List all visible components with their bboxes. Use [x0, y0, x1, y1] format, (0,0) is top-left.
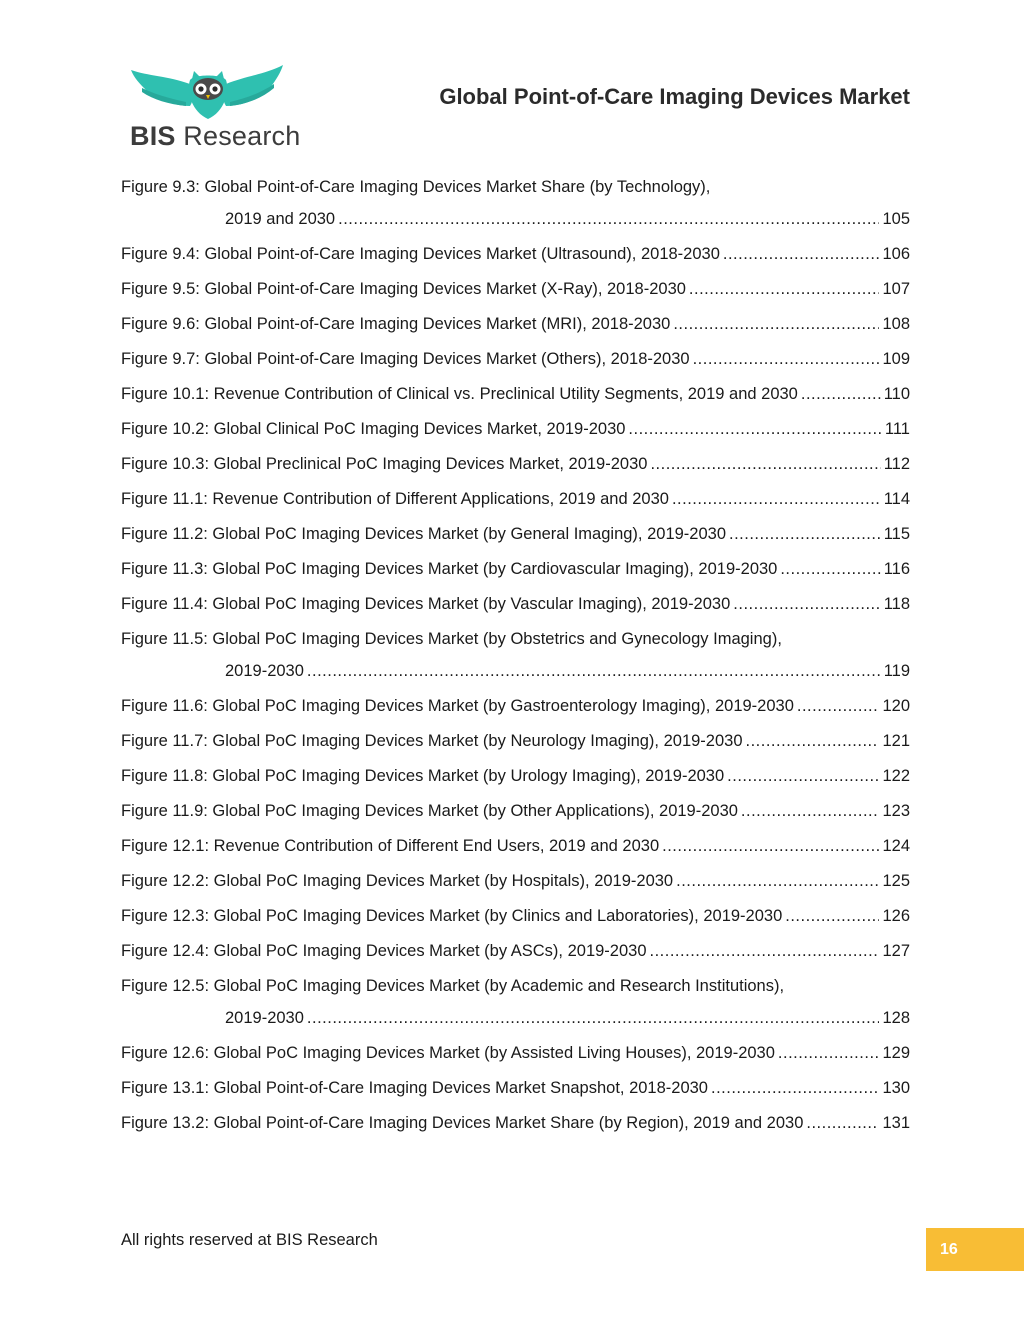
toc-page-number: 119	[883, 662, 910, 680]
toc-entry-title: Figure 9.6: Global Point-of-Care Imaging Devices Market (MRI), 2018-2030	[121, 315, 671, 333]
toc-entry-title: Figure 11.5: Global PoC Imaging Devices Market (by Obstetrics and Gynecology Imaging),	[121, 630, 782, 648]
toc-leader-dots	[307, 660, 881, 682]
toc-leader-dots	[729, 523, 881, 545]
toc-entry-title: Figure 11.4: Global PoC Imaging Devices Market (by Vascular Imaging), 2019-2030	[121, 595, 731, 613]
toc-entry-title: Figure 10.3: Global Preclinical PoC Imaging Devices Market, 2019-2030	[121, 455, 648, 473]
toc-entry-title: Figure 12.5: Global PoC Imaging Devices Market (by Academic and Research Institutions),	[121, 977, 785, 995]
toc-entry[interactable]	[121, 905, 910, 927]
toc-entry-title: Figure 12.1: Revenue Contribution of Different End Users, 2019 and 2030	[121, 837, 660, 855]
logo-wordmark: BIS Research	[130, 121, 301, 151]
toc-entry[interactable]	[121, 593, 910, 615]
toc-leader-dots	[338, 208, 879, 230]
toc-entry-title: Figure 11.7: Global PoC Imaging Devices Market (by Neurology Imaging), 2019-2030	[121, 732, 743, 750]
toc-entry-title: Figure 11.1: Revenue Contribution of Different Applications, 2019 and 2030	[121, 490, 669, 508]
toc-entry[interactable]	[121, 940, 910, 962]
toc-leader-dots	[785, 905, 879, 927]
toc-leader-dots	[778, 1042, 880, 1064]
toc-entry[interactable]	[121, 176, 910, 230]
toc-entry-title: Figure 11.3: Global PoC Imaging Devices Market (by Cardiovascular Imaging), 2019-2030	[121, 560, 778, 578]
toc-leader-dots	[672, 488, 881, 510]
toc-entry-title: Figure 13.2: Global Point-of-Care Imaging Devices Market Share (by Region), 2019 and 2030	[121, 1114, 804, 1132]
toc-entry[interactable]	[121, 243, 910, 265]
toc-leader-dots	[780, 558, 880, 580]
toc-entry-title: Figure 9.5: Global Point-of-Care Imaging Devices Market (X-Ray), 2018-2030	[121, 280, 686, 298]
toc-page-number: 108	[882, 315, 910, 333]
toc-page-number: 110	[883, 385, 910, 403]
toc-leader-dots	[727, 765, 879, 787]
toc-leader-dots	[801, 383, 881, 405]
toc-page-number: 105	[882, 210, 910, 228]
toc-entry[interactable]	[121, 800, 910, 822]
toc-page-number: 121	[882, 732, 910, 750]
toc-entry[interactable]	[121, 975, 910, 1029]
toc-leader-dots	[650, 940, 880, 962]
toc-page-number: 112	[883, 455, 910, 473]
toc-entry[interactable]	[121, 1112, 910, 1134]
toc-leader-dots	[628, 418, 881, 440]
toc-entry[interactable]	[121, 558, 910, 580]
toc-leader-dots	[797, 695, 880, 717]
toc-entry[interactable]	[121, 695, 910, 717]
toc-entry[interactable]	[121, 835, 910, 857]
toc-leader-dots	[676, 870, 879, 892]
toc-entry[interactable]	[121, 313, 910, 335]
toc-entry[interactable]	[121, 1077, 910, 1099]
bis-research-logo	[128, 62, 301, 152]
toc-entry-continuation: 2019-2030	[225, 662, 304, 680]
toc-page-number: 116	[883, 560, 910, 578]
toc-entry[interactable]	[121, 453, 910, 475]
toc-entry-title: Figure 10.1: Revenue Contribution of Clinical vs. Preclinical Utility Segments, 2019 and 2030	[121, 385, 798, 403]
footer-copyright: All rights reserved at BIS Research	[121, 1231, 378, 1249]
toc-leader-dots	[662, 835, 879, 857]
toc-entry[interactable]	[121, 488, 910, 510]
toc-page-number: 107	[882, 280, 910, 298]
toc-page-number: 127	[882, 942, 910, 960]
toc-entry-title: Figure 12.6: Global PoC Imaging Devices Market (by Assisted Living Houses), 2019-2030	[121, 1044, 775, 1062]
toc-entry[interactable]	[121, 870, 910, 892]
page-number: 16	[940, 1240, 958, 1258]
toc-page-number: 118	[883, 595, 910, 613]
toc-leader-dots	[673, 313, 879, 335]
toc-leader-dots	[711, 1077, 879, 1099]
document-title: Global Point-of-Care Imaging Devices Market	[439, 84, 910, 109]
toc-entry-title: Figure 11.8: Global PoC Imaging Devices Market (by Urology Imaging), 2019-2030	[121, 767, 725, 785]
toc-page-number: 129	[882, 1044, 910, 1062]
toc-entry-title: Figure 11.2: Global PoC Imaging Devices Market (by General Imaging), 2019-2030	[121, 525, 726, 543]
toc-page-number: 109	[882, 350, 910, 368]
toc-leader-dots	[746, 730, 880, 752]
toc-leader-dots	[723, 243, 880, 265]
toc-leader-dots	[650, 453, 880, 475]
toc-entry[interactable]	[121, 523, 910, 545]
toc-leader-dots	[307, 1007, 880, 1029]
toc-page-number: 123	[882, 802, 910, 820]
toc-leader-dots	[733, 593, 880, 615]
toc-entry[interactable]	[121, 765, 910, 787]
toc-page-number: 120	[882, 697, 910, 715]
toc-entry-title: Figure 12.2: Global PoC Imaging Devices Market (by Hospitals), 2019-2030	[121, 872, 674, 890]
toc-page-number: 126	[882, 907, 910, 925]
toc-entry-title: Figure 12.4: Global PoC Imaging Devices Market (by ASCs), 2019-2030	[121, 942, 647, 960]
toc-page-number: 130	[882, 1079, 910, 1097]
toc-entry-title: Figure 13.1: Global Point-of-Care Imaging Devices Market Snapshot, 2018-2030	[121, 1079, 708, 1097]
owl-logo-icon	[128, 62, 288, 120]
toc-page-number: 122	[882, 767, 910, 785]
toc-entry-title: Figure 9.4: Global Point-of-Care Imaging Devices Market (Ultrasound), 2018-2030	[121, 245, 720, 263]
toc-entry[interactable]	[121, 418, 910, 440]
toc-entry[interactable]	[121, 348, 910, 370]
toc-entry-title: Figure 11.6: Global PoC Imaging Devices Market (by Gastroenterology Imaging), 2019-2030	[121, 697, 794, 715]
toc-page-number: 124	[882, 837, 910, 855]
toc-entry-title: Figure 9.3: Global Point-of-Care Imaging Devices Market Share (by Technology),	[121, 178, 711, 196]
toc-entry-continuation: 2019 and 2030	[225, 210, 336, 228]
toc-entry[interactable]	[121, 278, 910, 300]
toc-page-number: 131	[882, 1114, 910, 1132]
toc-entry-continuation: 2019-2030	[225, 1009, 304, 1027]
toc-page-number: 106	[882, 245, 910, 263]
toc-leader-dots	[806, 1112, 879, 1134]
toc-page-number: 125	[882, 872, 910, 890]
page-number-badge	[926, 1228, 1024, 1271]
toc-entry-title: Figure 9.7: Global Point-of-Care Imaging Devices Market (Others), 2018-2030	[121, 350, 690, 368]
toc-page-number: 114	[883, 490, 910, 508]
toc-leader-dots	[741, 800, 880, 822]
page-header	[0, 0, 1024, 170]
toc-leader-dots	[693, 348, 880, 370]
toc-page-number: 111	[884, 420, 910, 438]
toc-entry-title: Figure 10.2: Global Clinical PoC Imaging Devices Market, 2019-2030	[121, 420, 626, 438]
toc-entry[interactable]	[121, 628, 910, 682]
toc-entry[interactable]	[121, 383, 910, 405]
toc-entry-title: Figure 11.9: Global PoC Imaging Devices Market (by Other Applications), 2019-2030	[121, 802, 738, 820]
toc-entry-title: Figure 12.3: Global PoC Imaging Devices Market (by Clinics and Laboratories), 2019-2030	[121, 907, 783, 925]
toc-entry[interactable]	[121, 730, 910, 752]
toc-page-number: 115	[883, 525, 910, 543]
toc-leader-dots	[689, 278, 880, 300]
toc-entry[interactable]	[121, 1042, 910, 1064]
toc-page-number: 128	[882, 1009, 910, 1027]
